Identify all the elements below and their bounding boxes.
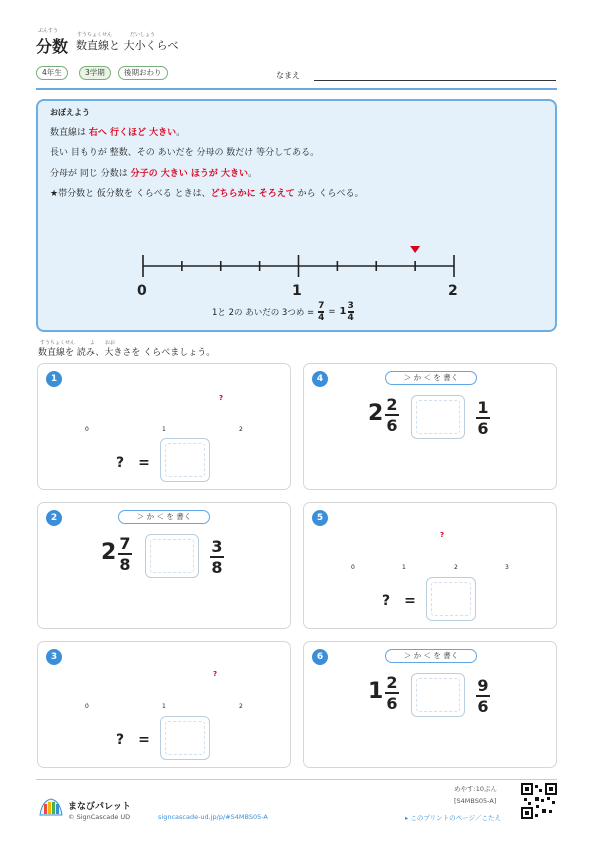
grade-tag: 4年生 [36,66,68,80]
p2-right-frac: 3 8 [211,537,223,577]
term-tag: 3学期 [79,66,111,80]
p5-label-3: 3 [505,564,509,571]
problem-number-5: 5 [312,510,328,526]
problem-number-1: 1 [46,371,62,387]
title-ruby: ぶんすう [38,28,59,34]
footer-copyright: © SignCascade UD [68,813,131,821]
p4-right-frac: 1 6 [477,398,489,438]
p5-label-2: 2 [454,564,458,571]
footer-brand: まなびパレット [68,802,131,812]
p5-label-0: 0 [351,564,355,571]
palette-logo-icon [38,795,64,817]
memo-line-4: ★帯分数と 仮分数を くらべる ときは、どちらかに そろえて から くらべる。 [50,189,364,199]
memo-label-1: 1 [292,283,302,299]
memo-number-line [143,246,454,277]
p2-left-whole: 2 [101,540,117,565]
p4-instruction-tag: ＞ か ＜ を 書く [385,371,477,385]
p1-label-0: 0 [85,426,89,433]
memo-heading: おぼえよう [50,108,90,117]
p3-label-1: 1 [162,703,166,710]
page-title: 分数 [36,37,69,56]
p6-left-whole: 1 [368,679,384,704]
qr-code-icon[interactable] [521,783,557,819]
memo-line-2: 長い 目もりが 整数、その あいだを 分母の 数だけ 等分してある。 [50,148,320,158]
p3-question: ? = [116,732,150,748]
period-tag: 後期おわり [118,66,168,80]
p2-answer-box[interactable] [145,534,199,578]
name-label: なまえ [276,71,300,80]
p6-left-frac: 2 6 [386,673,398,713]
problem-number-4: 4 [312,371,328,387]
instruction-ruby: すうちょくせん よ おお [40,340,116,346]
p6-answer-box[interactable] [411,673,465,717]
footer-divider [36,779,557,780]
footer-link[interactable]: ▸ このプリントのページ／こたえ [405,814,501,822]
p2-instruction-tag: ＞ か ＜ を 書く [118,510,210,524]
footer-url[interactable]: signcascade-ud.jp/p/#S4MBS05-A [158,813,268,821]
footer-time: めやす:10ぷん [454,785,497,793]
p5-answer-box[interactable] [426,577,476,621]
p2-left-frac: 7 8 [119,534,131,574]
memo-label-2: 2 [448,283,458,299]
p1-answer-box[interactable] [160,438,210,482]
p1-question: ? = [116,455,150,471]
memo-line-3: 分母が 同じ 分数は 分子の 大きい ほうが 大きい。 [50,169,258,179]
p3-label-0: 0 [85,703,89,710]
p1-question-mark: ? [219,394,224,402]
p3-answer-box[interactable] [160,716,210,760]
page-subtitle: 数直線と 大小くらべ [76,39,179,52]
memo-label-0: 0 [137,283,147,299]
p6-right-frac: 9 6 [477,676,489,716]
p5-question: ? = [382,593,416,609]
p3-question-mark: ? [213,670,218,678]
subtitle-ruby-2: だいしょう [130,32,156,38]
p1-label-2: 2 [239,426,243,433]
memo-line-1: 数直線は 右へ 行くほど 大きい。 [50,128,186,138]
p5-label-1: 1 [402,564,406,571]
problem-number-6: 6 [312,649,328,665]
footer-code: [S4MBS05-A] [454,797,497,805]
p4-left-frac: 2 6 [386,395,398,435]
p5-question-mark: ? [440,531,445,539]
memo-example: 1と 2の あいだの 3つめ = $\frac{7}{4}$ = 1 $\frac{3}{4}$ [212,301,354,323]
p1-label-1: 1 [162,426,166,433]
p4-answer-box[interactable] [411,395,465,439]
p3-label-2: 2 [239,703,243,710]
problem-number-3: 3 [46,649,62,665]
marker-arrow [410,246,420,253]
problem-number-2: 2 [46,510,62,526]
p6-instruction-tag: ＞ か ＜ を 書く [385,649,477,663]
p4-left-whole: 2 [368,401,384,426]
subtitle-ruby-1: すうちょくせん [77,32,113,38]
instruction: 数直線を 読み、大きさを くらべましょう。 [38,348,216,358]
